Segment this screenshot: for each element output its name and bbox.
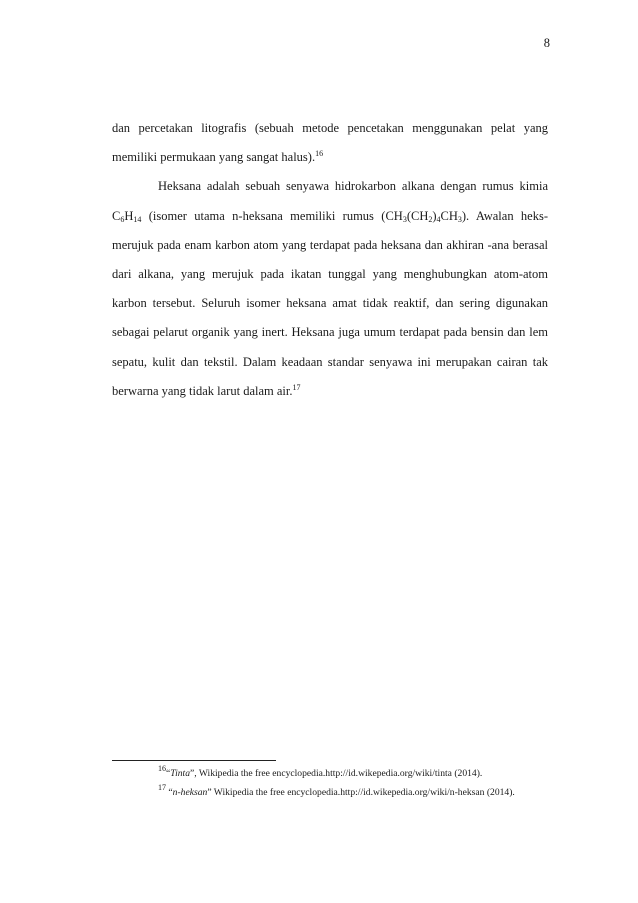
footnote-citation: ” Wikipedia the free encyclopedia.http://id.wikepedia.org/wiki/n-heksan (2014). [207,787,515,798]
footnote [112,783,548,802]
footnote-quote: “ [166,768,171,779]
subscript: 14 [133,214,142,224]
paragraph-text: ). Awalan heks- merujuk pada enam karbon atom yang terdapat pada heksana dan akhiran -ana berasal dari alkana, yang merujuk pada ikatan tunggal yang menghubungkan atom-atom karbon tersebut. Seluruh isomer heksana amat tidak reaktif, dan sering digunakan sebagai pelarut organik yang inert. Heksana juga umum terdapat pada bensin dan lem sepatu, kulit dan tekstil. Dalam keadaan standar senyawa ini merupakan cairan tak berwarna yang tidak larut dalam air. [112,208,548,398]
footnotes [112,764,548,802]
footnote-number: 17 [158,783,166,792]
footnote-number: 16 [158,764,166,773]
footnote-quote: “ [166,787,173,798]
paragraph-text: H [124,208,134,223]
subscript: 4 [436,214,441,224]
paragraph-text: ) [432,208,437,223]
footnote-title: n-heksan [172,787,208,798]
subscript: 3 [402,214,407,224]
paragraph-text: CH [440,208,458,223]
paragraph [112,172,548,406]
footnote-reference: 16 [315,149,324,159]
footnote-citation: ”, Wikipedia the free encyclopedia.http://id.wikepedia.org/wiki/tinta (2014). [190,768,483,779]
subscript: 3 [457,214,462,224]
paragraph-text: (CH [406,208,429,223]
footnote-reference: 17 [292,382,301,392]
paragraph-text: Heksana adalah sebuah senyawa hidrokarbon alkana dengan rumus kimia C [112,179,548,223]
paragraph-text: (isomer utama n-heksana memiliki rumus (CH [141,208,403,223]
footnote-title: Tinta [170,768,190,779]
subscript: 2 [428,214,433,224]
subscript: 6 [120,214,125,224]
body-text [112,114,548,406]
page-number: 8 [543,36,550,50]
footnote-separator [112,760,276,761]
paragraph [112,114,548,172]
footnote [112,764,548,783]
paragraph-text: dan percetakan litografis (sebuah metode pencetakan menggunakan pelat yang memiliki permukaan yang sangat halus). [112,121,548,165]
